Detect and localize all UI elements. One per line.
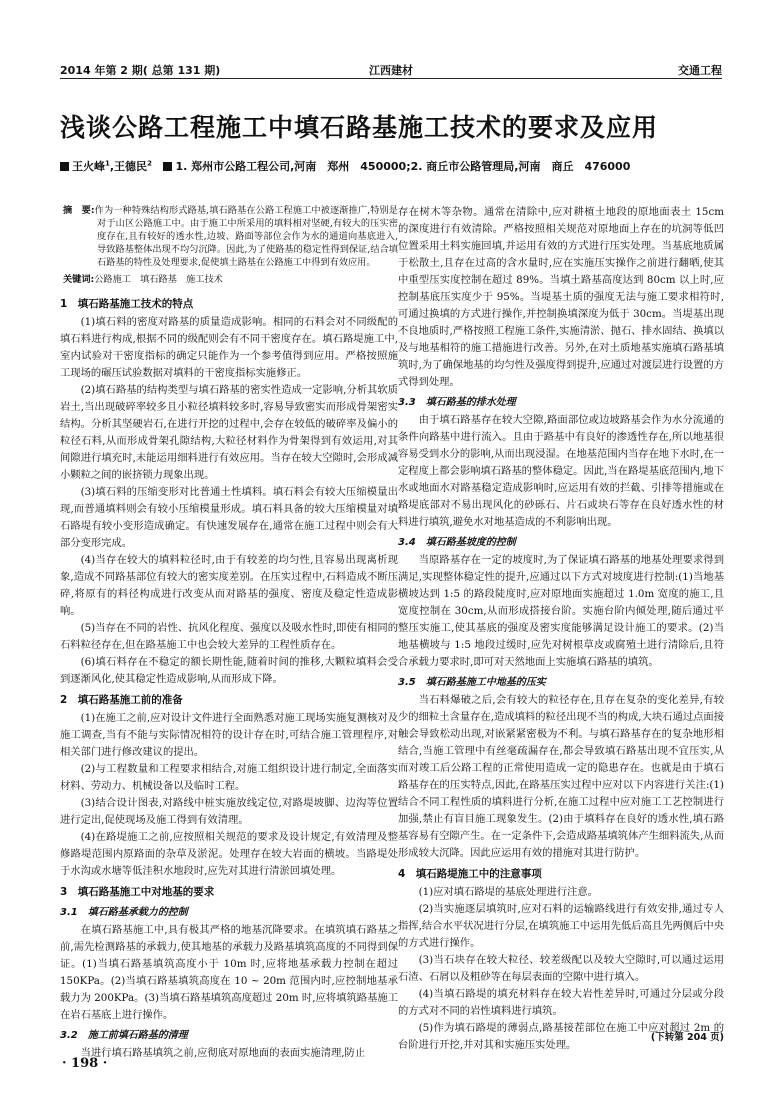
paragraph: 在填石路基施工中,具有极其严格的地基沉降要求。在填筑填石路基之前,需先检测路基的承载力,使其地基的承载力及路基填筑高度的不同得到保证。(1)当填石路基填筑高度小于 10m 时,应将地基承载力控制在超过 150KPa。(2)当填石路基填筑高度在 10 ~ 20m 范围内时,应控制地基承载力为 200KPa。(3)当填石路基填筑高度超过 20m 时,应将填筑路基施工在岩石基底上进行操作。	[60, 924, 398, 1021]
running-header	[60, 60, 722, 80]
author-2: ,王德民	[109, 160, 148, 173]
right-body	[398, 204, 724, 1054]
journal-issue: 2014 年第 2 期( 总第 131 期)	[60, 64, 221, 77]
paragraph: (2)填石路基的结构类型与填石路基的密实性造成一定影响,分析其软质岩土,当出现破碎率较多且小粒径填料较多时,容易导致密实而形成骨架密实结构。分析其坚硬岩石,在进行开挖的过程中,会存在较低的破碎率及偏小的粒径石料,从而形成骨架孔隙结构,大粒径材料作为骨架得到有效运用,对其间隙进行填充时,未能运用细料进行有效应用。当存在较大空隙时,会形成减小颗粒之间的嵌挤锁力现象出现。	[60, 384, 398, 481]
author-1-sup: 1	[105, 159, 110, 168]
paragraph: 存在树木等杂物。通常在清除中,应对耕植土地段的原地面表土 15cm 的深度进行有效清除。严格按照相关规范对原地面上存在的坑洞等低凹位置采用土料实施回填,并运用有效的方式进行压实处理。当基底地质属于松散土,且存在过高的含水量时,应在实施压实操作之前进行翻晒,使其中重型压实度控制在超过 89%。当填土路基高度达到 80cm 以上时,应控制基底压实度少于 95%。当堤基土质的强度无法与施工要求相符时,可通过换填的方式进行操作,并控制换填深度为低于 30cm。当堤基出现不良地质时,严格按照工程施工条件,实施清淤、抛石、排水固结、换填以及与地基相符的施工措施进行改善。另外,在对土质地基实施填石路基填筑时,为了确保地基的均匀性及强度得到提升,应通过对渡层进行设置的方式得到处理。	[398, 206, 724, 388]
subsection-heading: 3.1 填石路基承载力的控制	[60, 907, 188, 918]
paragraph: (4)当填石路堤的填充材料存在较大岩性差异时,可通过分层或分段的方式对不同的岩性填料进行填筑。	[398, 988, 724, 1017]
paragraph: 由于填石路基存在较大空隙,路面部位或边坡路基会作为水分流通的条件向路基中进行流入。且由于路基中有良好的渗透性存在,所以地基很容易受到水分的影响,从而出现浸湿。在地基范围内当存在地下水时,在一定程度上都会影响填石路基的整体稳定。因此,当在路堤基底范围内,地下水或地面水对路基稳定造成影响时,应运用有效的拦截、引排等措施或在路堤底部对不易出现风化的砂砾石、片石或块石等存在良好透水性的材料进行填筑,避免水对地基造成的不利影响出现。	[398, 414, 724, 528]
paragraph: (5)当存在不同的岩性、抗风化程度、强度以及吸水性时,即使有相同的石料粒径存在,但在路基施工中也会较大差异的工程性质存在。	[60, 622, 398, 651]
square-bullet-icon	[163, 162, 172, 171]
section-heading: 3 填石路基施工中对地基的要求	[60, 886, 215, 898]
abstract-label: 摘 要:	[63, 205, 95, 216]
subsection-heading: 3.4 填石路基坡度的控制	[398, 537, 516, 548]
header-rule	[60, 78, 722, 79]
continued-note: (下转第 204 页)	[650, 1032, 724, 1043]
paragraph: (6)填石料存在不稳定的额长期性能,随着时间的推移,大颗粒填料会受到逐渐风化,使其稳定性造成影响,从而形成下降。	[60, 656, 398, 685]
keywords-label: 关键词:	[63, 274, 95, 285]
paragraph: 当石料爆破之后,会有较大的粒径存在,且存在复杂的变化差异,有较少的细粒土含量存在,造成填料的粒径出现不当的构成,大块石通过点面接触会导致松动出现,对嵌紧紧密极为不利。与填石路基存在的复杂地形相结合,当施工管理中有丝毫疏漏存在,都会导致填石路基出现不宜压实,从而对竣工后公路工程的正常使用造成一定的隐患存在。也就是由于填石路基存在的压实特点,因此,在路基压实过程中应对以下内容进行关注:(1)结合不同工程性质的填料进行分析,在施工过程中应对施工工艺控制进行加强,禁止有盲目施工现象发生。(2)由于填料存在良好的透水性,填石路基容易有空隙产生。在一定条件下,会造成路基填筑体产生细料流失,从而形成较大沉降。因此应运用有效的措施对其进行防护。	[398, 694, 724, 859]
square-bullet-icon	[60, 162, 69, 171]
left-column	[60, 204, 398, 1062]
keywords	[63, 271, 398, 288]
paragraph: (1)应对填石路堤的基底处理进行注意。	[418, 886, 598, 898]
subsection-heading: 3.5 填石路基施工中地基的压实	[398, 677, 546, 688]
paragraph: 当进行填石路基填筑之前,应彻底对原地面的表面实施清理,防止	[80, 1047, 366, 1059]
paragraph: (1)在施工之前,应对设计文件进行全面熟悉对施工现场实施复测核对及施工调查,当有不能与实际情况相符的设计存在时,可结合施工管理程序,对相关部门进行修改建议的提出。	[60, 712, 398, 758]
paragraph: (2)当实施逐层填筑时,应对石料的运输路线进行有效安排,通过专人指挥,结合水平状况进行分层,在填筑施工中运用先低后高且先两侧后中央的方式进行操作。	[398, 903, 724, 949]
author-line	[60, 158, 722, 174]
paragraph: 当原路基存在一定的坡度时,为了保证填石路基的地基处理要求得到满足,实现整体稳定性的提升,应通过以下方式对坡度进行控制:(1)当地基横坡达到 1:5 的路段陡度时,应对原地面实施超过 1.0m 宽度的施工,且宽度控制在 30cm,从而形成搭接台阶。实施台阶内倾处理,随后通过平整压实施工,使其基底的强度及密实度能够满足设计施工的要求。(2)当地基横坡与 1:5 地段过缓时,应先对树根草皮或腐殖土进行清除后,且符合承载力要求时,即可对天然地面上实施填石路基的填筑。	[398, 554, 724, 668]
paragraph: (1)填石料的密度对路基的质量造成影响。相同的石料会对不同级配的填石料进行构成,根据不同的级配则会有不同干密度存在。填石路堤施工中,室内试验对干密度指标的确定只能作为一个参考值得到应用。严格按照施工现场的碾压试验数据对填料的干密度指标实施修正。	[60, 316, 398, 379]
paragraph: (4)在路堤施工之前,应按照相关规范的要求及设计规定,有效清理及整修路堤范围内原路面的杂草及淤泥。处理存在较大岩面的横坡。当路堤处于水沟或水塘等低洼积水地段时,应先对其进行清淤回填处理。	[60, 831, 398, 877]
subsection-heading: 3.2 施工前填石路基的清理	[60, 1030, 188, 1041]
paragraph: (4)当存在较大的填料粒径时,由于有较差的均匀性,且容易出现离析现象,造成不同路基部位有较大的密实度差别。在压实过程中,石料造成不断压碎,将原有的料径构成进行改变从而对路基的强度、密度及稳定性造成影响。	[60, 554, 398, 617]
abstract-text: 作为一种特殊结构形式路基,填石路基在公路工程施工中被逐渐推广,特别是对于山区公路施工中。由于施工中所采用的填料相对坚硬,有较大的压实密度存在,且有较好的透水性,边坡、路面等部位会作为水的通道向基底进入,导致路基整体出现不均匀沉降。因此,为了使路基的稳定性得到保证,结合填石路基的特性及处理要求,促使填土路基在公路施工中得到有效应用。	[94, 205, 398, 268]
paragraph: (3)结合设计图表,对路线中桩实施放线定位,对路堤坡脚、边沟等位置进行定出,促使现场及施工得到有效清理。	[60, 797, 398, 826]
abstract	[60, 204, 398, 269]
section-heading: 2 填石路基施工前的准备	[60, 694, 183, 706]
right-column	[398, 204, 724, 1054]
paragraph: (3)填石料的压缩变形对比普通土性填料。填石料会有较大压缩模量出现,而普通填料则会有较小压缩模量形成。填石料具备的较大压缩模量对填石路堤有较小变形造成确定。有快速发展存在,通常在施工过程中则会有大部分变形完成。	[60, 486, 398, 549]
paragraph: (2)与工程数量和工程要求相结合,对施工组织设计进行制定,全面落实材料、劳动力、机械设备以及临时工程。	[60, 763, 398, 792]
left-body	[60, 296, 398, 1062]
paragraph: (3)当石块存在较大粒径、较差级配以及较大空隙时,可以通过运用石渣、石屑以及粗砂等在每层表面的空隙中进行填入。	[398, 954, 724, 983]
journal-name: 江西建材	[369, 64, 413, 77]
paper-title: 浅谈公路工程施工中填石路基施工技术的要求及应用	[60, 113, 659, 142]
subsection-heading: 3.3 填石路基的排水处理	[398, 397, 516, 408]
keywords-text: 公路施工 填石路基 施工技术	[94, 274, 223, 285]
author-2-sup: 2	[147, 159, 152, 168]
section-name: 交通工程	[678, 64, 722, 77]
section-heading: 1 填石路基施工技术的特点	[60, 298, 194, 310]
author-1: 王火峰	[72, 160, 105, 173]
affiliation: 1. 郑州市公路工程公司,河南 郑州 450000;2. 商丘市公路管理局,河南 商丘 476000	[175, 160, 631, 173]
paragraph: (5)作为填石路堤的薄弱点,路基接茬部位在施工中应对超过 2m 的台阶进行开挖,并对其和实施压实处理。	[398, 1022, 724, 1051]
page-number: · 198 ·	[62, 1056, 108, 1071]
section-heading: 4 填石路堤施工中的注意事项	[398, 868, 542, 880]
